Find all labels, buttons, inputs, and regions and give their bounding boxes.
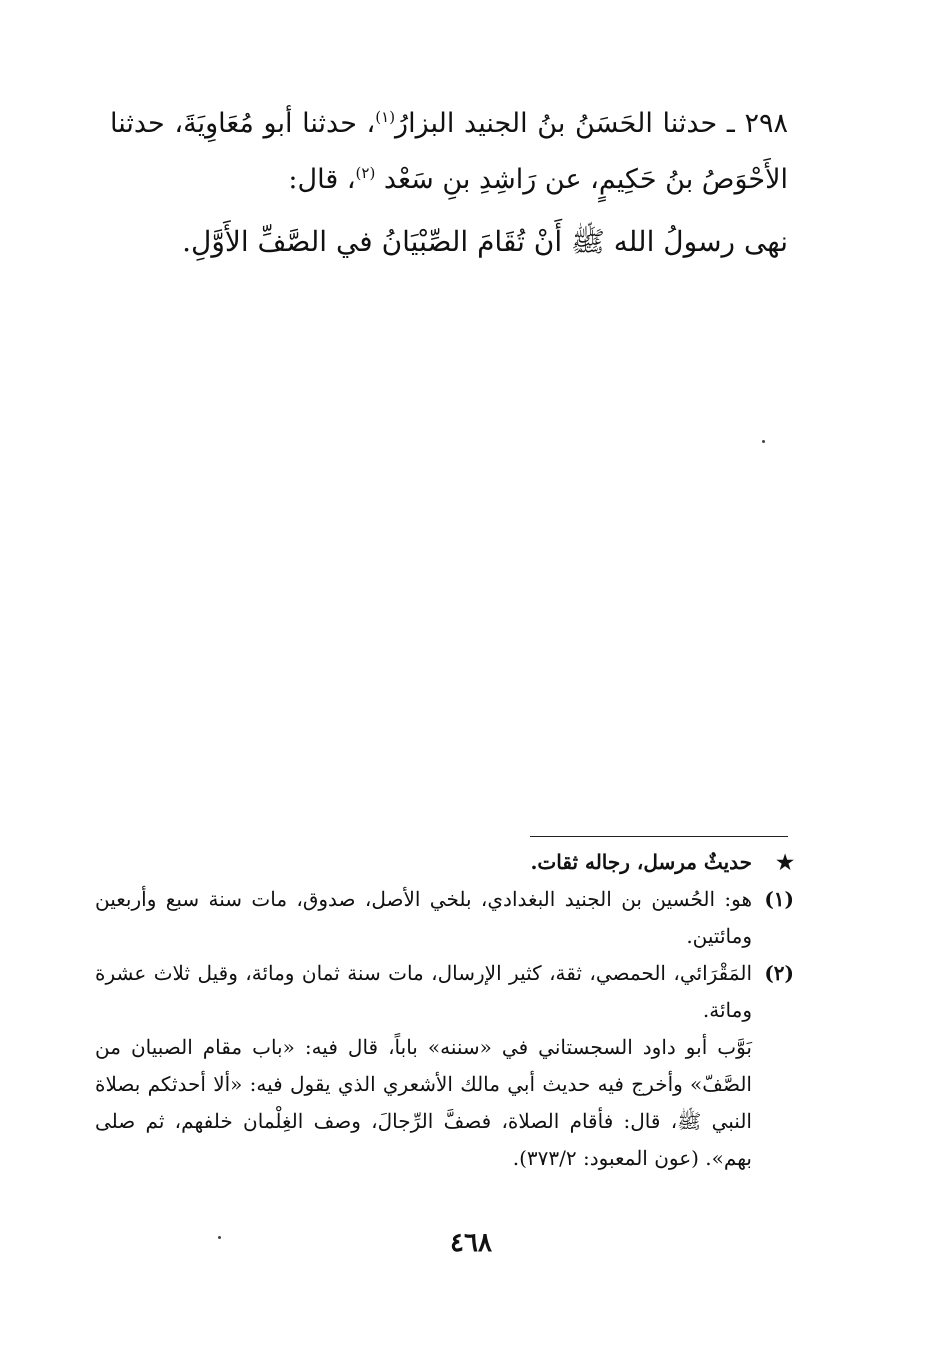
footnote-extra	[95, 1029, 794, 1177]
hadith-grading: حديثٌ مرسل، رجاله ثقات.	[530, 850, 752, 874]
footnote-1	[95, 881, 794, 955]
page-number: ٤٦٨	[450, 1228, 492, 1258]
hadith-matn: نهى رسولُ الله ﷺ أَنْ تُقَامَ الصِّبْيَانُ في الصَّفِّ الأَوَّلِ.	[182, 225, 788, 258]
hadith-298	[110, 96, 788, 272]
footnote-2-text: المَقْرَائي، الحمصي، ثقة، كثير الإرسال، مات سنة ثمان ومائة، وقيل ثلاث عشرة ومائة.	[95, 961, 752, 1022]
footnote-1-text: هو: الحُسين بن الجنيد البغدادي، بلخي الأصل، صدوق، مات سنة سبع وأربعين ومائتين.	[95, 887, 752, 948]
footnote-2-marker: (٢)	[764, 961, 794, 985]
footnote-1-marker: (١)	[764, 887, 794, 911]
footnote-ref-2[interactable]: (٢)	[355, 164, 376, 182]
footnote-star	[95, 844, 794, 881]
isnad-part-1: ـ حدثنا الحَسَنُ بنُ الجنيد البزارُ	[395, 108, 735, 139]
isnad-part-3: ، قال:	[288, 164, 356, 195]
isnad-part-2: ، حدثنا أبو مُعَاوِيَةَ، حدثنا الأَحْوَصُ بنُ حَكِيمٍ، عن رَاشِدِ بنِ سَعْد	[110, 108, 788, 195]
hadith-isnad	[110, 96, 788, 208]
footnotes	[95, 844, 794, 1177]
star-marker: ★	[776, 850, 794, 874]
footnote-ref-1[interactable]: (١)	[375, 108, 396, 126]
footnote-2	[95, 955, 794, 1029]
footnote-separator	[530, 836, 788, 837]
scan-speck	[762, 440, 765, 443]
footnote-extra-text: بَوَّب أبو داود السجستاني في «سننه» باباً، قال فيه: «باب مقام الصبيان من الصَّفّ» وأخرج فيه حديث أبي مالك الأشعري الذي يقول فيه: «ألا أحدثكم بصلاة النبي ﷺ، قال: فأقام الصلاة، فصفَّ الرِّجالَ، وصف الغِلْمان خلفهم، ثم صلى بهم». (عون المعبود: ٣٧٣/٢).	[95, 1035, 752, 1170]
hadith-number: ٢٩٨	[744, 108, 788, 139]
